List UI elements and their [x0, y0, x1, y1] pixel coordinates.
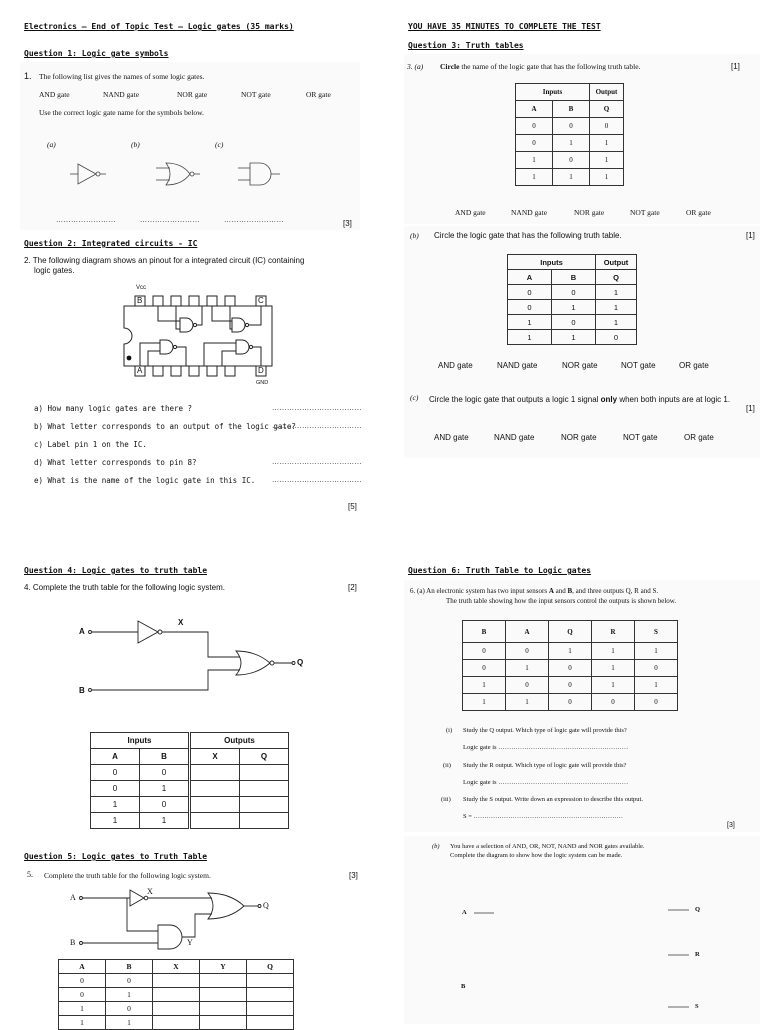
q3a-label: 3. (a): [407, 62, 424, 71]
table-cell: 1: [91, 813, 140, 829]
table-cell: 0: [552, 285, 596, 300]
q2-question-e: e) What is the name of the logic gate in this IC.: [34, 476, 256, 485]
q6-col-a: A: [506, 621, 549, 643]
table-cell: 1: [590, 152, 624, 169]
q2-answer-b[interactable]: ………………………………: [272, 422, 362, 430]
q6-col-r: R: [592, 621, 635, 643]
q2-question-b: b) What letter corresponds to an output of the logic gate?: [34, 422, 296, 431]
q2-heading: Question 2: Integrated circuits - IC: [24, 239, 198, 248]
q6-sub-iii-answer[interactable]: S = ……………………………………………………………: [463, 813, 624, 820]
q4-col-a: A: [91, 749, 140, 765]
table-cell: 1: [592, 677, 635, 694]
q3c-option-nor[interactable]: NOR gate: [561, 433, 597, 442]
table-cell: 0: [106, 1002, 153, 1016]
table-cell: 0: [106, 974, 153, 988]
table-cell: 0: [516, 135, 553, 152]
table-cell: 1: [553, 169, 590, 186]
q6-heading: Question 6: Truth Table to Logic gates: [408, 566, 592, 575]
pin-label-a: A: [137, 366, 143, 375]
q5-label-q: Q: [263, 901, 269, 910]
q6-col-s: S: [635, 621, 678, 643]
q5-text: Complete the truth table for the following logic system.: [44, 871, 211, 880]
q3c-text: Circle the logic gate that outputs a logic 1 signal only when both inputs are at logic 1.: [429, 395, 731, 404]
table-cell: 1: [508, 315, 552, 330]
q4-col-x: X: [190, 749, 240, 765]
q3c-option-and[interactable]: AND gate: [434, 433, 469, 442]
q3b-col-b: B: [552, 270, 596, 285]
q5-col-y: Y: [200, 960, 247, 974]
q2-answer-d[interactable]: ………………………………: [272, 458, 362, 466]
q4-label-q: Q: [297, 658, 304, 667]
q3a-option-or[interactable]: OR gate: [686, 208, 711, 217]
table-cell: 0: [635, 660, 678, 677]
q6-col-q: Q: [549, 621, 592, 643]
q5-label-y: Y: [187, 938, 193, 947]
q1-gate-nand: NAND gate: [103, 90, 140, 99]
table-cell: 1: [596, 315, 637, 330]
q1-intro: The following list gives the names of some logic gates.: [39, 72, 205, 81]
pin-label-d: D: [258, 366, 264, 375]
table-cell: 1: [596, 300, 637, 315]
q4-text: 4. Complete the truth table for the following logic system.: [24, 583, 225, 592]
pin-label-gnd: GND: [256, 380, 269, 386]
table-cell: 1: [552, 330, 596, 345]
q1-heading: Question 1: Logic gate symbols: [24, 49, 169, 58]
q3b-col-a: A: [508, 270, 552, 285]
q4-marks: [2]: [348, 583, 357, 592]
q6-intro-line2: The truth table showing how the input sensors control the outputs is shown below.: [446, 597, 677, 605]
q5-col-x: X: [153, 960, 200, 974]
q3b-col-q: Q: [596, 270, 637, 285]
pin-label-b: B: [137, 296, 143, 305]
table-cell: 1: [590, 135, 624, 152]
q3b-option-and[interactable]: AND gate: [438, 361, 473, 370]
table-cell: 0: [463, 660, 506, 677]
q3b-header-output: Output: [596, 255, 637, 270]
q3a-col-a: A: [516, 101, 553, 118]
q5-col-b: B: [106, 960, 153, 974]
q1-gate-nor: NOR gate: [177, 90, 208, 99]
q6b-line2: Complete the diagram to show how the logic system can be made.: [450, 852, 623, 859]
table-cell: 1: [106, 1016, 153, 1030]
table-cell: 1: [635, 643, 678, 660]
q3b-marks: [1]: [746, 231, 755, 240]
q3c-label: (c): [410, 393, 419, 402]
table-cell: 1: [91, 797, 140, 813]
q5-label-a: A: [70, 893, 76, 902]
q6-sub-i-answer[interactable]: Logic gate is ……………………………………………………: [463, 744, 629, 751]
q4-heading: Question 4: Logic gates to truth table: [24, 566, 208, 575]
table-cell: 1: [508, 330, 552, 345]
q1-gate-not: NOT gate: [241, 90, 271, 99]
q3b-option-nor[interactable]: NOR gate: [562, 361, 598, 370]
q4-header-inputs: Inputs: [91, 733, 190, 749]
q6b-label-q: Q: [695, 906, 701, 913]
q1-answer-b[interactable]: ……………………: [140, 216, 200, 224]
q3a-header-inputs: Inputs: [516, 84, 590, 101]
q6a-marks: [3]: [727, 822, 735, 829]
table-cell: 0: [91, 765, 140, 781]
q6b-label-s: S: [695, 1003, 699, 1010]
q3b-option-not[interactable]: NOT gate: [621, 361, 656, 370]
table-cell: 1: [140, 813, 190, 829]
table-cell: 0: [59, 988, 106, 1002]
table-cell: 0: [516, 118, 553, 135]
q1-gate-and: AND gate: [39, 90, 70, 99]
q6b-label-b: B: [461, 983, 466, 990]
q2-question-c: c) Label pin 1 on the IC.: [34, 440, 147, 449]
table-cell: 0: [635, 694, 678, 711]
q6-sub-ii-num: (ii): [443, 762, 451, 769]
table-cell: 0: [590, 118, 624, 135]
q3a-marks: [1]: [731, 62, 740, 71]
q4-col-q: Q: [240, 749, 289, 765]
page-title: Electronics – End of Topic Test – Logic gates (35 marks): [24, 22, 294, 31]
q1-part-c: (c): [215, 140, 224, 149]
table-cell: 0: [506, 643, 549, 660]
table-cell: 0: [549, 694, 592, 711]
q6b-line1: You have a selection of AND, OR, NOT, NAND and NOR gates available.: [450, 843, 645, 850]
q4-header-outputs: Outputs: [190, 733, 289, 749]
q3b-label: (b): [410, 231, 419, 240]
table-cell: 0: [140, 765, 190, 781]
table-cell: 1: [463, 694, 506, 711]
table-cell: 1: [463, 677, 506, 694]
q2-answer-e[interactable]: ………………………………: [272, 476, 362, 484]
table-cell: 1: [635, 677, 678, 694]
q5-col-a: A: [59, 960, 106, 974]
table-cell: 0: [463, 643, 506, 660]
q3a-text: Circle the name of the logic gate that has the following truth table.: [440, 62, 641, 71]
q6b-label: (b): [432, 843, 440, 850]
q1-answer-c[interactable]: ……………………: [224, 216, 284, 224]
q6b-label-r: R: [695, 951, 700, 958]
q3a-col-b: B: [553, 101, 590, 118]
q1-number: 1.: [24, 71, 32, 81]
q1-part-b: (b): [131, 140, 140, 149]
q6-sub-ii-answer[interactable]: Logic gate is ……………………………………………………: [463, 779, 629, 786]
table-cell: 0: [140, 797, 190, 813]
q5-marks: [3]: [349, 871, 358, 880]
table-cell: 1: [516, 152, 553, 169]
q1-answer-a[interactable]: ……………………: [56, 216, 116, 224]
table-cell: 1: [553, 135, 590, 152]
q3a-header-output: Output: [590, 84, 624, 101]
table-cell: 0: [552, 315, 596, 330]
table-cell: 0: [508, 285, 552, 300]
q5-label-x: X: [147, 887, 153, 896]
q3c-marks: [1]: [746, 404, 755, 413]
q6-sub-ii-text: Study the R output. Which type of logic gate will provide this?: [463, 762, 627, 769]
q3a-option-and[interactable]: AND gate: [455, 208, 486, 217]
q3b-option-or[interactable]: OR gate: [679, 361, 709, 370]
table-cell: 1: [506, 694, 549, 711]
table-cell: 0: [91, 781, 140, 797]
table-cell: 1: [106, 988, 153, 1002]
q3c-option-or[interactable]: OR gate: [684, 433, 714, 442]
q2-question-d: d) What letter corresponds to pin 8?: [34, 458, 197, 467]
q3a-option-nand[interactable]: NAND gate: [511, 208, 548, 217]
q3c-option-not[interactable]: NOT gate: [623, 433, 658, 442]
table-cell: 1: [59, 1016, 106, 1030]
table-cell: 0: [553, 152, 590, 169]
q3b-text: Circle the logic gate that has the following truth table.: [434, 231, 622, 240]
pin-label-c: C: [258, 296, 264, 305]
q6-sub-iii-num: (iii): [441, 796, 451, 803]
table-cell: 1: [59, 1002, 106, 1016]
q2-answer-a[interactable]: ………………………………: [272, 404, 362, 412]
q3-heading: Question 3: Truth tables: [408, 41, 524, 50]
q1-instruction: Use the correct logic gate name for the symbols below.: [39, 108, 204, 117]
table-cell: 0: [508, 300, 552, 315]
table-cell: 1: [549, 643, 592, 660]
q1-gate-or: OR gate: [306, 90, 331, 99]
pin-label-vcc: Vcc: [136, 285, 147, 291]
q3a-col-q: Q: [590, 101, 624, 118]
table-cell: 1: [552, 300, 596, 315]
q6-sub-i-num: (i): [446, 727, 453, 734]
table-cell: 0: [506, 677, 549, 694]
table-cell: 1: [592, 660, 635, 677]
table-cell: 0: [59, 974, 106, 988]
q5-heading: Question 5: Logic gates to Truth Table: [24, 852, 208, 861]
q2-intro-line1: 2. The following diagram shows an pinout for a integrated circuit (IC) containing: [24, 256, 305, 265]
q3b-header-inputs: Inputs: [508, 255, 596, 270]
q3b-option-nand[interactable]: NAND gate: [497, 361, 538, 370]
table-cell: 0: [553, 118, 590, 135]
q5-label-b: B: [70, 938, 76, 947]
q6-sub-i-text: Study the Q output. Which type of logic gate will provide this?: [463, 727, 627, 734]
q5-col-q: Q: [247, 960, 294, 974]
q4-col-b: B: [140, 749, 190, 765]
table-cell: 0: [549, 660, 592, 677]
table-cell: 1: [516, 169, 553, 186]
q4-label-a: A: [79, 627, 85, 636]
q3a-option-not[interactable]: NOT gate: [630, 208, 660, 217]
time-notice: YOU HAVE 35 MINUTES TO COMPLETE THE TEST: [408, 22, 601, 31]
q6-sub-iii-text: Study the S output. Write down an expression to describe this output.: [463, 796, 643, 803]
table-cell: 1: [506, 660, 549, 677]
table-cell: 0: [592, 694, 635, 711]
q6-col-b: B: [463, 621, 506, 643]
table-cell: 1: [592, 643, 635, 660]
table-cell: 1: [140, 781, 190, 797]
table-cell: 0: [549, 677, 592, 694]
table-cell: 0: [596, 330, 637, 345]
q4-label-x: X: [178, 618, 184, 627]
table-cell: 1: [590, 169, 624, 186]
table-cell: 1: [596, 285, 637, 300]
q6b-label-a: A: [462, 909, 467, 916]
q2-intro-line2: logic gates.: [34, 266, 75, 275]
q2-marks: [5]: [348, 502, 357, 511]
q1-part-a: (a): [47, 140, 56, 149]
q2-question-a: a) How many logic gates are there ?: [34, 404, 193, 413]
q1-marks: [3]: [343, 219, 352, 228]
q3a-option-nor[interactable]: NOR gate: [574, 208, 605, 217]
q5-number: 5.: [27, 870, 33, 879]
q3c-option-nand[interactable]: NAND gate: [494, 433, 535, 442]
q4-label-b: B: [79, 686, 85, 695]
q6-intro-line1: 6. (a) An electronic system has two input sensors A and B, and three outputs Q, R and S.: [410, 587, 659, 595]
